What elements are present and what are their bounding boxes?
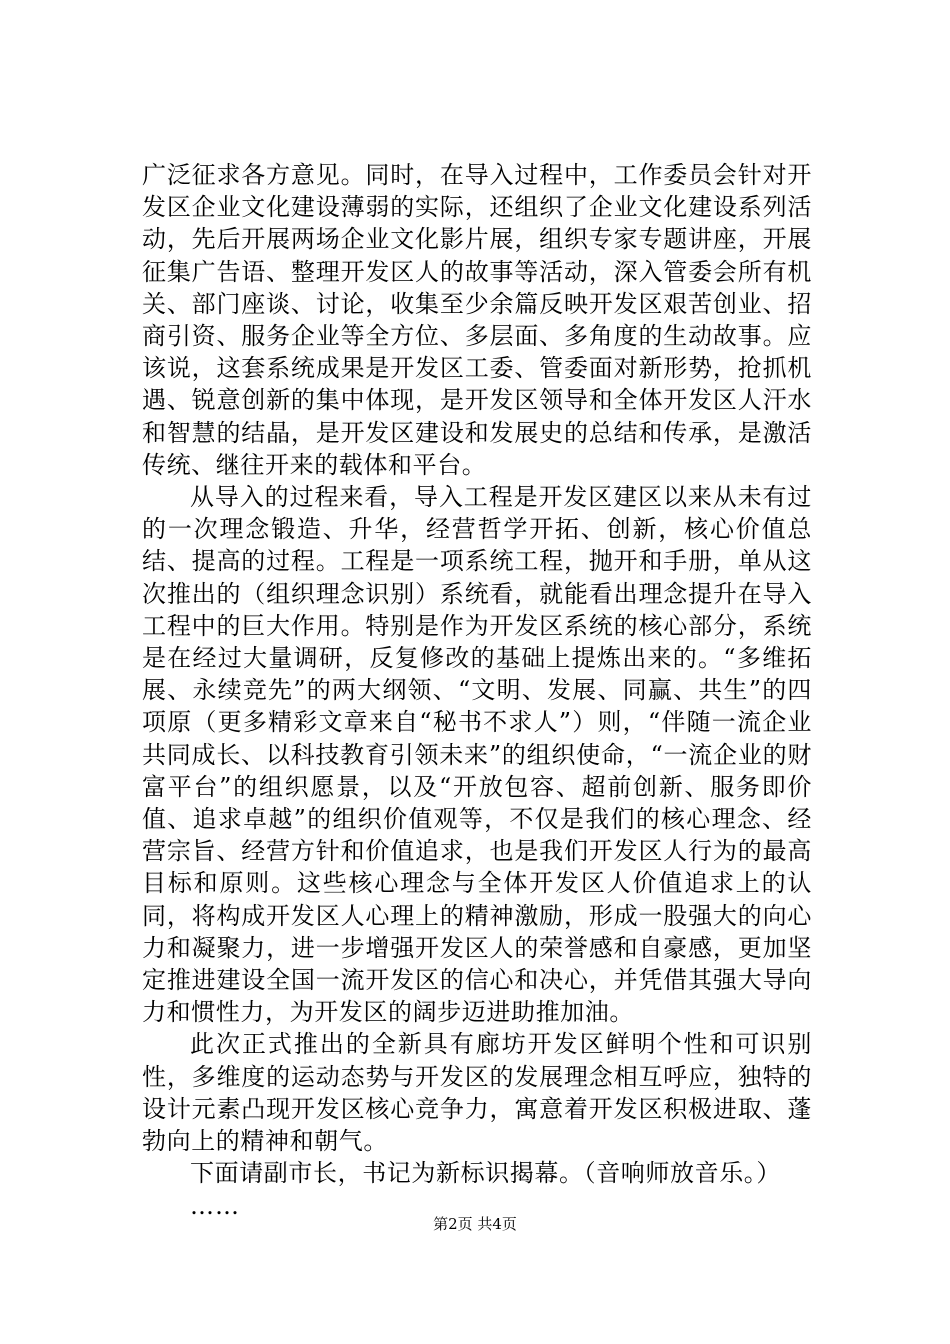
paragraph-ellipsis: …… [190,1191,240,1220]
paragraph-3: 此次正式推出的全新具有廊坊开发区鲜明个性和可识别性，多维度的运动态势与开发区的发展理念相互呼应，独特的设计元素凸现开发区核心竞争力，寓意着开发区积极进取、蓬勃向上的精神和朝气。 [142,1030,812,1156]
page-number-label: 第2页 共4页 [433,1215,517,1233]
document-body [142,159,812,1222]
paragraph-4: 下面请副市长，书记为新标识揭幕。（音响师放音乐。） [190,1159,781,1188]
paragraph-2: 从导入的过程来看，导入工程是开发区建区以来从未有过的一次理念锻造、升华，经营哲学开拓、创新，核心价值总结、提高的过程。工程是一项系统工程，抛开和手册，单从这次推出的（组织理念识别）系统看，就能看出理念提升在导入工程中的巨大作用。特别是作为开发区系统的核心部分，系统是在经过大量调研，反复修改的基础上提炼出来的。“多维拓展、永续竞先”的两大纲领、“文明、发展、同赢、共生”的四项原（更多精彩文章来自“秘书不求人”）则，“伴随一流企业共同成长、以科技教育引领未来”的组织使命，“一流企业的财富平台”的组织愿景，以及“开放包容、超前创新、服务即价值、追求卓越”的组织价值观等，不仅是我们的核心理念、经营宗旨、经营方针和价值追求，也是我们开发区人行为的最高目标和原则。这些核心理念与全体开发区人价值追求上的认同，将构成开发区人心理上的精神激励，形成一股强大的向心力和凝聚力，进一步增强开发区人的荣誉感和自豪感，更加坚定推进建设全国一流开发区的信心和决心，并凭借其强大导向力和惯性力，为开发区的阔步迈进助推加油。 [142,483,812,1027]
page-footer [0,1214,950,1234]
paragraph-1: 广泛征求各方意见。同时，在导入过程中，工作委员会针对开发区企业文化建设薄弱的实际，还组织了企业文化建设系列活动，先后开展两场企业文化影片展，组织专家专题讲座，开展征集广告语、整理开发区人的故事等活动，深入管委会所有机关、部门座谈、讨论，收集至少余篇反映开发区艰苦创业、招商引资、服务企业等全方位、多层面、多角度的生动故事。应该说，这套系统成果是开发区工委、管委面对新形势，抢抓机遇、锐意创新的集中体现，是开发区领导和全体开发区人汗水和智慧的结晶，是开发区建设和发展史的总结和传承，是激活传统、继往开来的载体和平台。 [142,161,812,479]
